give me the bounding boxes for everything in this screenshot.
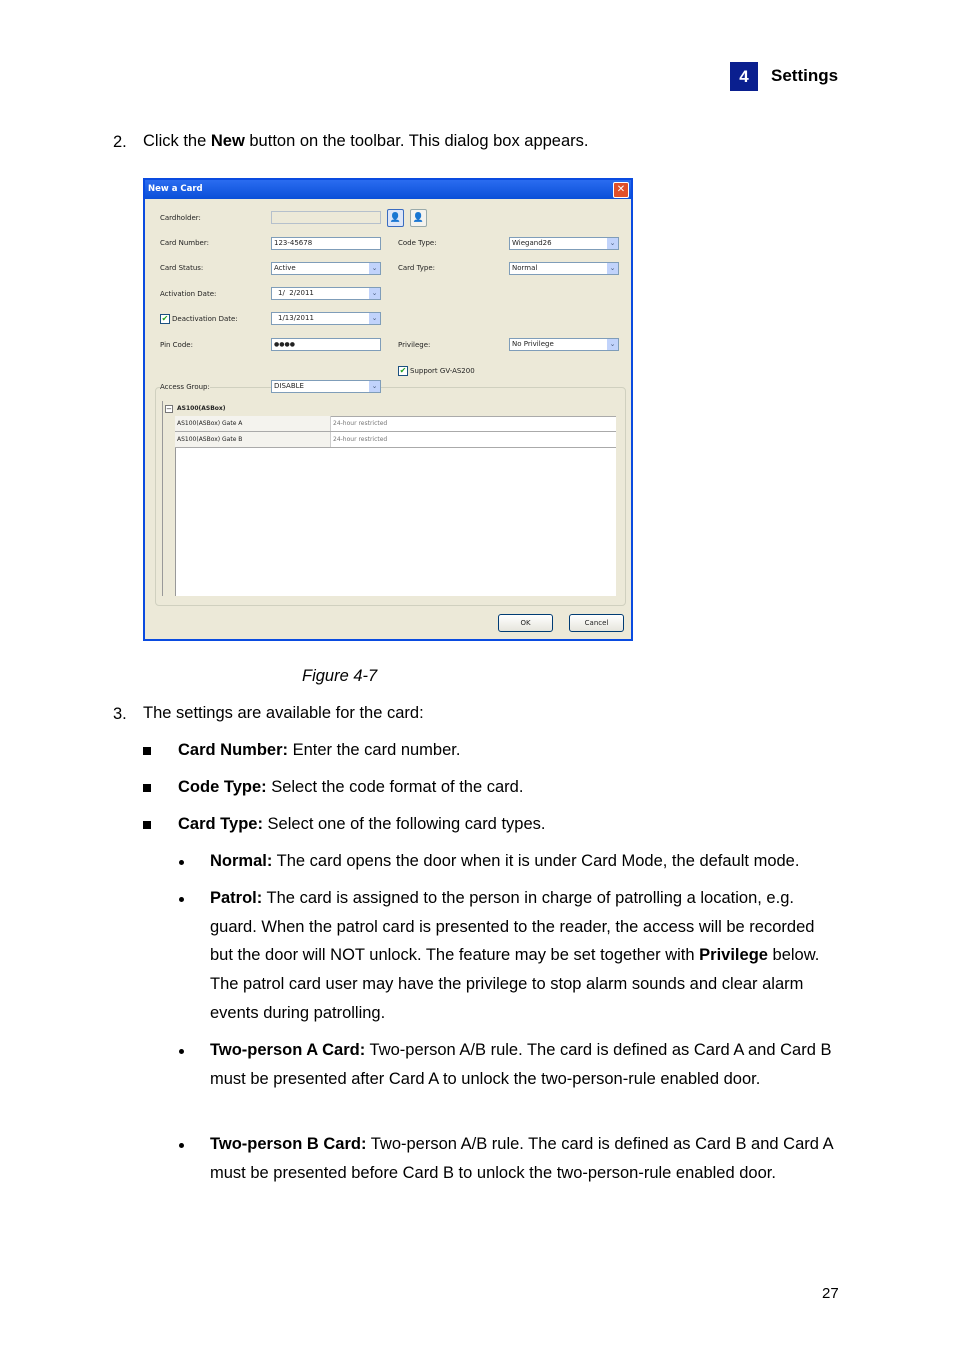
pin-code-input[interactable]: ●●●● xyxy=(271,338,381,351)
table-row[interactable] xyxy=(175,432,616,448)
bullet-square-icon xyxy=(143,821,151,829)
sub-item xyxy=(210,1036,835,1093)
value: 1/13/2011 xyxy=(278,314,314,322)
chevron-down-icon: ⌄ xyxy=(607,238,618,249)
privilege-select[interactable] xyxy=(509,338,619,351)
chevron-down-icon: ⌄ xyxy=(369,381,380,392)
group-name: AS100(ASBox) xyxy=(177,405,226,412)
code-type-label: Code Type: xyxy=(398,239,437,247)
bullet-dot-icon xyxy=(179,1143,184,1148)
value: Wiegand26 xyxy=(512,239,552,247)
text: below. The patrol card user may have the privilege to stop alarm sounds and clear alarm events during patrolling. xyxy=(210,946,820,1022)
remove-cardholder-button[interactable] xyxy=(410,209,427,227)
cardholder-field[interactable] xyxy=(271,211,381,224)
deactivation-checkbox[interactable]: ✔ xyxy=(161,314,169,323)
gate-name: AS100(ASBox) Gate A xyxy=(175,416,331,431)
card-number-input[interactable]: 123-45678 xyxy=(271,237,381,250)
access-tree xyxy=(162,401,616,596)
bold-text: New xyxy=(210,132,245,150)
page-number: 27 xyxy=(822,1285,839,1302)
privilege-label: Privilege: xyxy=(398,341,431,349)
bullet-square-icon xyxy=(143,747,151,755)
step-number: 2. xyxy=(113,133,127,151)
sub-item xyxy=(210,847,850,876)
deactivation-date-label: Deactivation Date: xyxy=(172,315,238,323)
support-gv-as200-checkbox[interactable]: ✔ xyxy=(399,366,407,375)
text: Select one of the following card types. xyxy=(262,815,546,833)
support-gv-as200-label: Support GV-AS200 xyxy=(410,367,475,375)
gate-mode[interactable]: 24-hour restricted xyxy=(333,420,388,427)
value: Active xyxy=(274,264,296,272)
cardholder-label: Cardholder: xyxy=(160,214,201,222)
bold-text: Two-person A Card: xyxy=(210,1041,366,1059)
code-type-select[interactable] xyxy=(509,237,619,250)
bullet-dot-icon xyxy=(179,860,184,865)
value: DISABLE xyxy=(274,382,304,390)
tree-group-row[interactable] xyxy=(175,401,616,417)
text: Select the code format of the card. xyxy=(266,778,524,796)
chevron-down-icon: ⌄ xyxy=(607,339,618,350)
text: Click the xyxy=(143,132,211,150)
title-bar xyxy=(145,180,631,199)
text: The card opens the door when it is under Card Mode, the default mode. xyxy=(272,852,800,870)
bold-text: Normal: xyxy=(210,852,273,870)
sub-item xyxy=(210,884,840,1028)
value: 1/ 2/2011 xyxy=(278,289,314,297)
chapter-title: Settings xyxy=(771,66,839,85)
access-group-label: Access Group: xyxy=(160,383,210,391)
person-icon: 👤 xyxy=(412,213,425,223)
text: Two-person A/B rule. The card is defined as Card A and Card B must be presented after Card A to unlock the two-person-rule enabled door. xyxy=(210,1041,832,1088)
pin-code-label: Pin Code: xyxy=(160,341,193,349)
gate-name: AS100(ASBox) Gate B xyxy=(175,432,331,447)
close-button[interactable]: ✕ xyxy=(613,182,629,198)
chevron-down-icon: ⌄ xyxy=(369,288,380,299)
select-cardholder-button[interactable] xyxy=(387,209,404,227)
card-type-select[interactable] xyxy=(509,262,619,275)
card-status-label: Card Status: xyxy=(160,264,204,272)
card-type-label: Card Type: xyxy=(398,264,436,272)
chevron-down-icon: ⌄ xyxy=(369,313,380,324)
bold-text: Two-person B Card: xyxy=(210,1135,367,1153)
bold-text: Card Number: xyxy=(178,741,289,759)
step-2-text xyxy=(143,127,589,156)
bullet-square-icon xyxy=(143,784,151,792)
cancel-button[interactable]: Cancel xyxy=(569,614,624,632)
new-card-dialog xyxy=(143,178,633,641)
bullet-item xyxy=(178,810,545,839)
value: No Privilege xyxy=(512,340,554,348)
chevron-down-icon: ⌄ xyxy=(607,263,618,274)
text: Enter the card number. xyxy=(288,741,461,759)
deactivation-date-picker[interactable] xyxy=(271,312,381,325)
person-edit-icon: 👤 xyxy=(389,213,402,223)
value: Normal xyxy=(512,264,538,272)
bold-text: Patrol: xyxy=(210,889,263,907)
text: button on the toolbar. This dialog box appears. xyxy=(244,132,589,150)
chevron-down-icon: ⌄ xyxy=(369,263,380,274)
chapter-number: 4 xyxy=(730,62,758,91)
bullet-item xyxy=(178,773,523,802)
bold-text: Privilege xyxy=(699,946,768,965)
gate-mode[interactable]: 24-hour restricted xyxy=(333,436,388,443)
sub-item xyxy=(210,1130,840,1187)
collapse-icon[interactable]: − xyxy=(166,405,172,413)
card-number-label: Card Number: xyxy=(160,239,209,247)
activation-date-label: Activation Date: xyxy=(160,290,217,298)
step-number: 3. xyxy=(113,705,127,723)
text: The card is assigned to the person in charge of patrolling a location, e.g. guard. When the patrol card is presented to the reader, the access will be recorded but the door will NOT unlock. The feature may be set together with xyxy=(210,889,815,965)
step-3-text: The settings are available for the card: xyxy=(143,704,424,722)
bold-text: Code Type: xyxy=(178,778,267,796)
access-group-select[interactable] xyxy=(271,380,381,393)
card-status-select[interactable] xyxy=(271,262,381,275)
bullet-item xyxy=(178,736,460,765)
figure-caption: Figure 4-7 xyxy=(302,667,378,685)
bold-text: Card Type: xyxy=(178,815,263,833)
bullet-dot-icon xyxy=(179,1049,184,1054)
text: Two-person A/B rule. The card is defined as Card B and Card A must be presented before Card B to unlock the two-person-rule enabled door. xyxy=(210,1135,833,1182)
bullet-dot-icon xyxy=(179,897,184,902)
dialog-title: New a Card xyxy=(148,184,203,194)
table-row[interactable] xyxy=(175,416,616,432)
activation-date-picker[interactable] xyxy=(271,287,381,300)
ok-button[interactable]: OK xyxy=(498,614,553,632)
